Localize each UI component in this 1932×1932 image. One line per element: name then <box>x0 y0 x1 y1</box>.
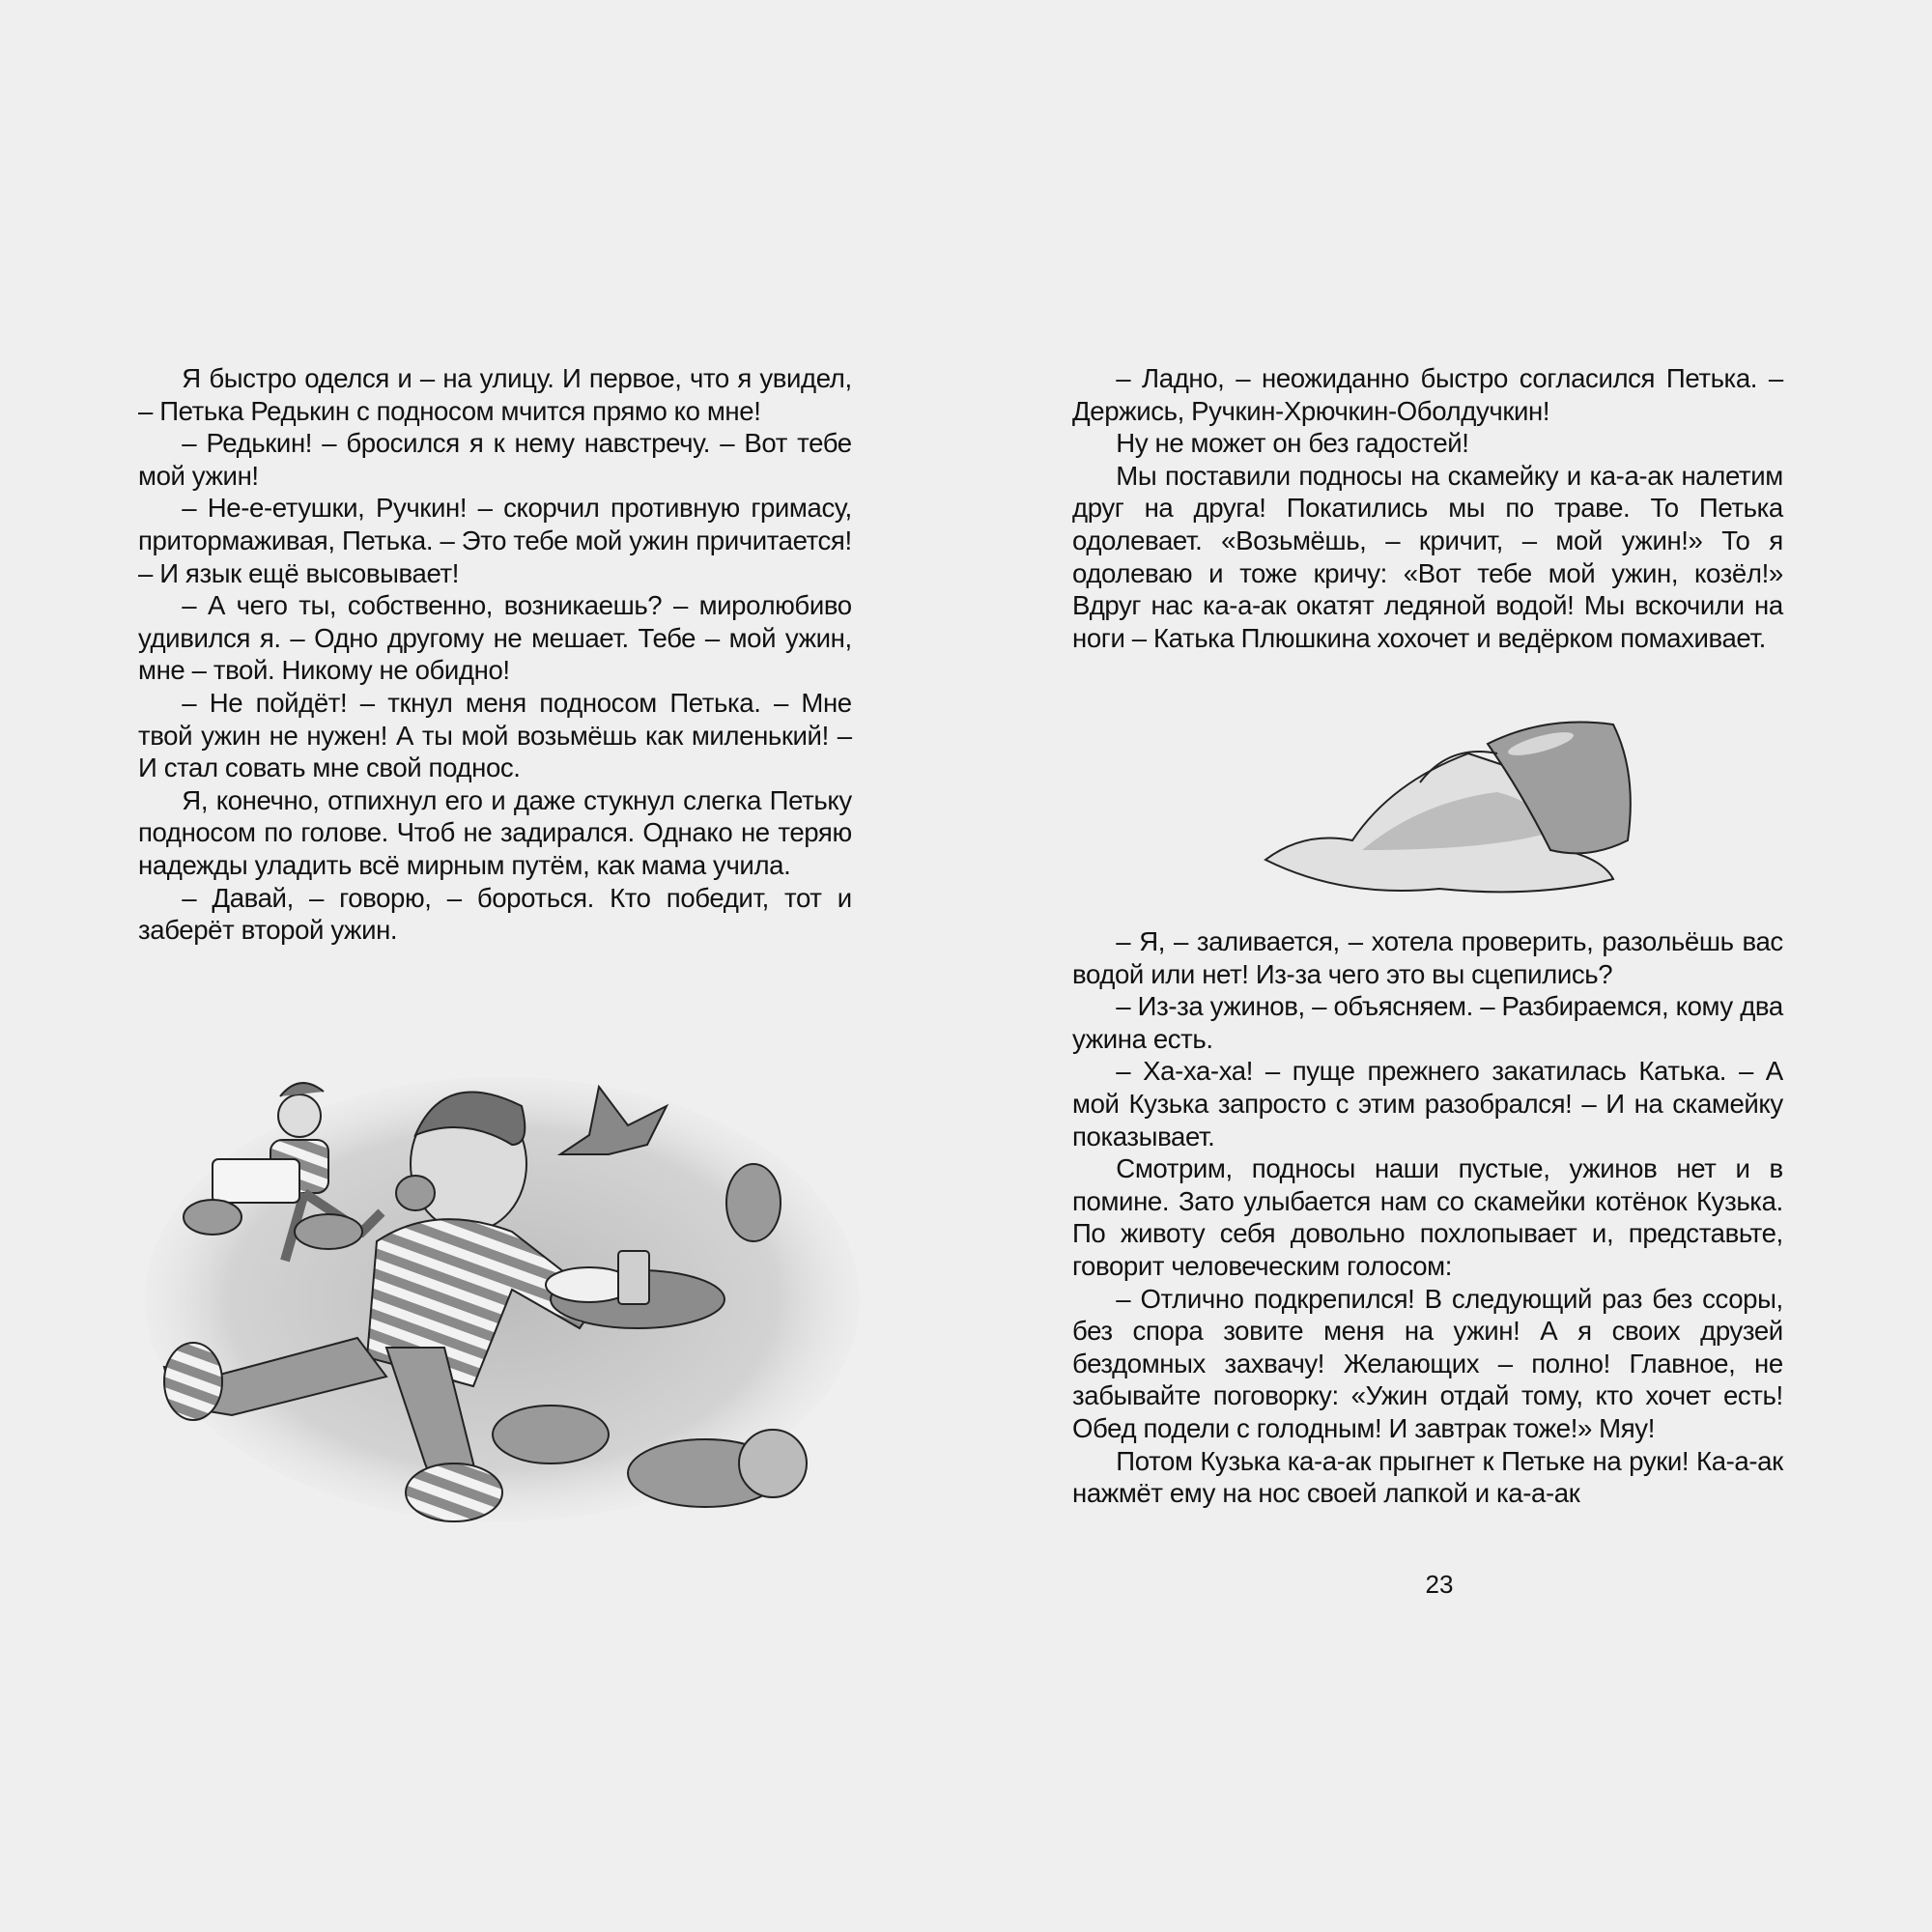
paragraph: – Отлично подкрепился! В следующий раз без ссоры, без спора зовите меня на ужин! А я своих друзей бездомных захвачу! Желающих – полно! Главное, не забывайте поговорку: «Ужин отдай тому, кто хочет есть! Обед подели с голодным! И завтрак тоже!» Мяу! <box>1072 1283 1783 1443</box>
paragraph: – Ладно, – неожиданно быстро согласился Петька. – Держись, Ручкин-Хрючкин-Оболдучкин! <box>1072 363 1783 426</box>
paragraph: Потом Кузька ка-а-ак прыгнет к Петьке на руки! Ка-а-ак нажмёт ему на нос своей лапкой и ка-а-ак <box>1072 1445 1783 1509</box>
paragraph: – Редькин! – бросился я к нему навстречу. – Вот тебе мой ужин! <box>138 428 852 491</box>
page-number: 23 <box>1425 1570 1454 1599</box>
paragraph: – Не пойдёт! – ткнул меня подносом Петька. – Мне твой ужин не нужен! А ты мой возьмёшь как миленький! – И стал совать мне свой поднос. <box>138 687 852 783</box>
paragraph: Я, конечно, отпихнул его и даже стукнул слегка Петьку подносом по голове. Чтоб не задирался. Однако не теряю надежды уладить всё мирным путём, как мама учила. <box>138 784 852 880</box>
paragraph: – Я, – заливается, – хотела проверить, разольёшь вас водой или нет! Из-за чего это вы сцепились? <box>1072 926 1783 989</box>
spilled-bucket-illustration <box>1246 705 1652 898</box>
left-text-column <box>138 362 852 947</box>
paragraph: – А чего ты, собственно, возникаешь? – миролюбиво удивился я. – Одно другому не мешает. Тебе – мой ужин, мне – твой. Никому не обидно! <box>138 590 852 686</box>
paragraph: Ну не может он без гадостей! <box>1116 428 1469 459</box>
paragraph: Мы поставили подносы на скамейку и ка-а-ак налетим друг на друга! Покатились мы по траве. То Петька одолевает. «Возьмёшь, – кричит, – мой ужин!» То я одолеваю и тоже кричу: «Вот тебе мой ужин, козёл!» Вдруг нас ка-а-ак окатят ледяной водой! Мы вскочили на ноги – Катька Плюшкина хохочет и ведёрком помахивает. <box>1072 460 1783 653</box>
boy-with-tray-illustration <box>135 1058 869 1536</box>
paragraph: – Давай, – говорю, – бороться. Кто победит, тот и заберёт второй ужин. <box>138 882 852 946</box>
right-text-column-bottom <box>1072 925 1783 1510</box>
paragraph: – Из-за ужинов, – объясняем. – Разбираемся, кому два ужина есть. <box>1072 991 1783 1054</box>
paragraph: – Ха-ха-ха! – пуще прежнего закатилась Катька. – А мой Кузька запросто с этим разобрался! – И на скамейку показывает. <box>1072 1056 1783 1151</box>
paragraph: – Не-е-етушки, Ручкин! – скорчил противную гримасу, притормаживая, Петька. – Это тебе мой ужин причитается! – И язык ещё высовывает! <box>138 493 852 588</box>
paragraph: Я быстро оделся и – на улицу. И первое, что я увидел, – Петька Редькин с подносом мчится прямо ко мне! <box>138 363 852 426</box>
right-text-column-top <box>1072 362 1783 654</box>
paragraph: Смотрим, подносы наши пустые, ужинов нет и в помине. Зато улыбается нам со скамейки котёнок Кузька. По животу себя довольно похлопывает и, представьте, говорит человеческим голосом: <box>1072 1153 1783 1281</box>
